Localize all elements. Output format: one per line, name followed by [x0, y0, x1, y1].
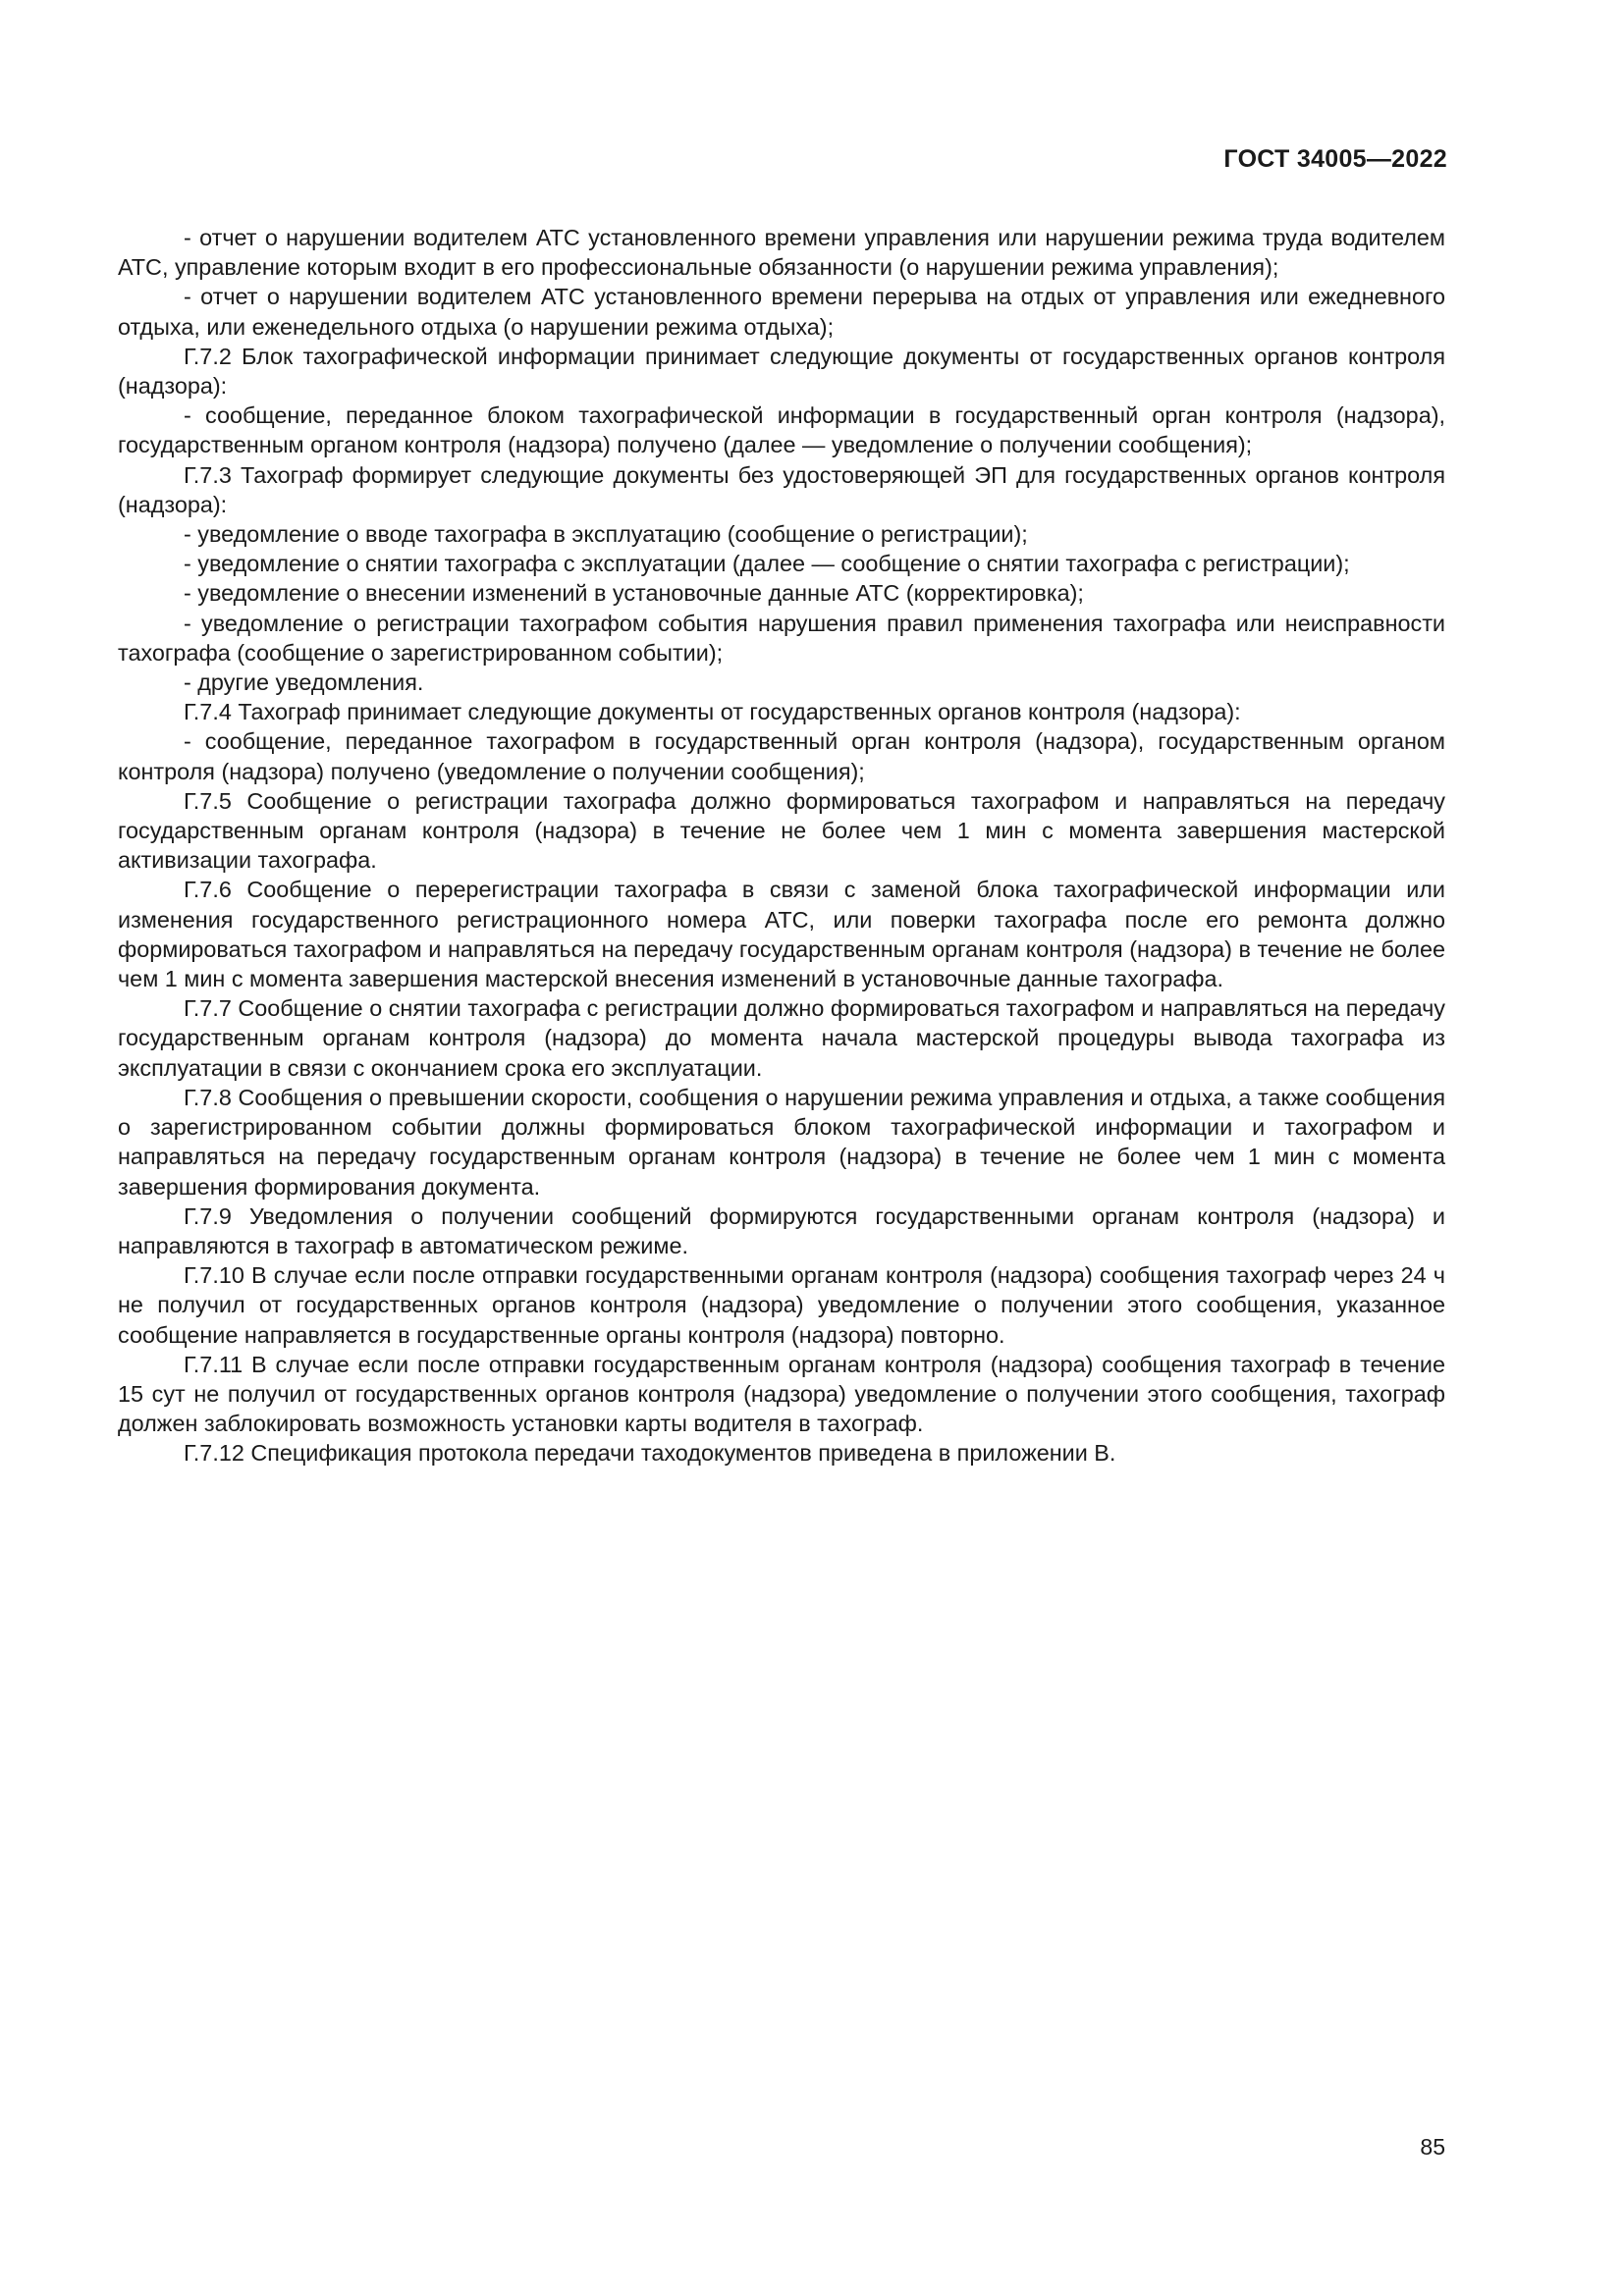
paragraph: - уведомление о регистрации тахографом события нарушения правил применения тахографа или неисправности тахографа (сообщение о зарегистрированном событии); [118, 610, 1445, 666]
paragraph: - отчет о нарушении водителем АТС установленного времени перерыва на отдых от управления или ежедневного отдыха, или еженедельного отдыха (о нарушении режима отдыха); [118, 284, 1445, 340]
paragraph: - сообщение, переданное тахографом в государственный орган контроля (надзора), государственным органом контроля (надзора) получено (уведомление о получении сообщения); [118, 728, 1445, 784]
paragraph: - другие уведомления. [184, 669, 424, 696]
paragraph: Г.7.7 Сообщение о снятии тахографа с регистрации должно формироваться тахографом и направляться на передачу государственным органам контроля (надзора) до момента начала мастерской процедуры вывода тахографа из эксплуатации в связи с окончанием срока его эксплуатации. [118, 995, 1445, 1081]
paragraph: Г.7.12 Спецификация протокола передачи таходокументов приведена в приложении В. [184, 1440, 1116, 1467]
paragraph: Г.7.10 В случае если после отправки государственными органам контроля (надзора) сообщения тахограф через 24 ч не получил от государственных органов контроля (надзора) уведомление о получении этого сообщения, указанное сообщение направляется в государственные органы контроля (надзора) повторно. [118, 1262, 1445, 1348]
paragraph: - уведомление о внесении изменений в установочные данные АТС (корректировка); [184, 580, 1084, 607]
paragraph: Г.7.4 Тахограф принимает следующие документы от государственных органов контроля (надзора): [184, 699, 1241, 725]
paragraph: Г.7.11 В случае если после отправки государственным органам контроля (надзора) сообщения тахограф в течение 15 сут не получил от государственных органов контроля (надзора) уведомление о получении этого сообщения, тахограф должен заблокировать возможность установки карты водителя в тахограф. [118, 1351, 1445, 1437]
paragraph: Г.7.2 Блок тахографической информации принимает следующие документы от государственных органов контроля (надзора): [118, 343, 1445, 400]
page-number: 85 [1420, 2134, 1445, 2160]
paragraph: Г.7.9 Уведомления о получении сообщений формируются государственными органам контроля (надзора) и направляются в тахограф в автоматическом режиме. [118, 1202, 1445, 1258]
paragraph: - отчет о нарушении водителем АТС установленного времени управления или нарушении режима труда водителем АТС, управление которым входит в его профессиональные обязанности (о нарушении режима управления); [118, 225, 1445, 281]
document-code-header: ГОСТ 34005—2022 [1223, 145, 1447, 173]
paragraph: Г.7.8 Сообщения о превышении скорости, сообщения о нарушении режима управления и отдыха, а также сообщения о зарегистрированном событии должны формироваться блоком тахографической информации и тахографом и направляться на передачу государственным органам контроля (надзора) в течение не более чем 1 мин с момента завершения формирования документа. [118, 1084, 1445, 1200]
paragraph: Г.7.5 Сообщение о регистрации тахографа должно формироваться тахографом и направляться на передачу государственным органам контроля (надзора) в течение не более чем 1 мин с момента завершения мастерской активизации тахографа. [118, 787, 1445, 874]
paragraph: - уведомление о снятии тахографа с эксплуатации (далее — сообщение о снятии тахографа с регистрации); [184, 551, 1350, 577]
document-body [118, 223, 1445, 1468]
paragraph: - уведомление о вводе тахографа в эксплуатацию (сообщение о регистрации); [184, 521, 1028, 548]
paragraph: Г.7.3 Тахограф формирует следующие документы без удостоверяющей ЭП для государственных органов контроля (надзора): [118, 461, 1445, 517]
paragraph: Г.7.6 Сообщение о перерегистрации тахографа в связи с заменой блока тахографической информации или изменения государственного регистрационного номера АТС, или поверки тахографа после его ремонта должно формироваться тахографом и направляться на передачу государственным органам контроля (надзора) в течение не более чем 1 мин с момента завершения мастерской внесения изменений в установочные данные тахографа. [118, 877, 1445, 992]
paragraph: - сообщение, переданное блоком тахографической информации в государственный орган контроля (надзора), государственным органом контроля (надзора) получено (далее — уведомление о получении сообщения); [118, 402, 1445, 458]
